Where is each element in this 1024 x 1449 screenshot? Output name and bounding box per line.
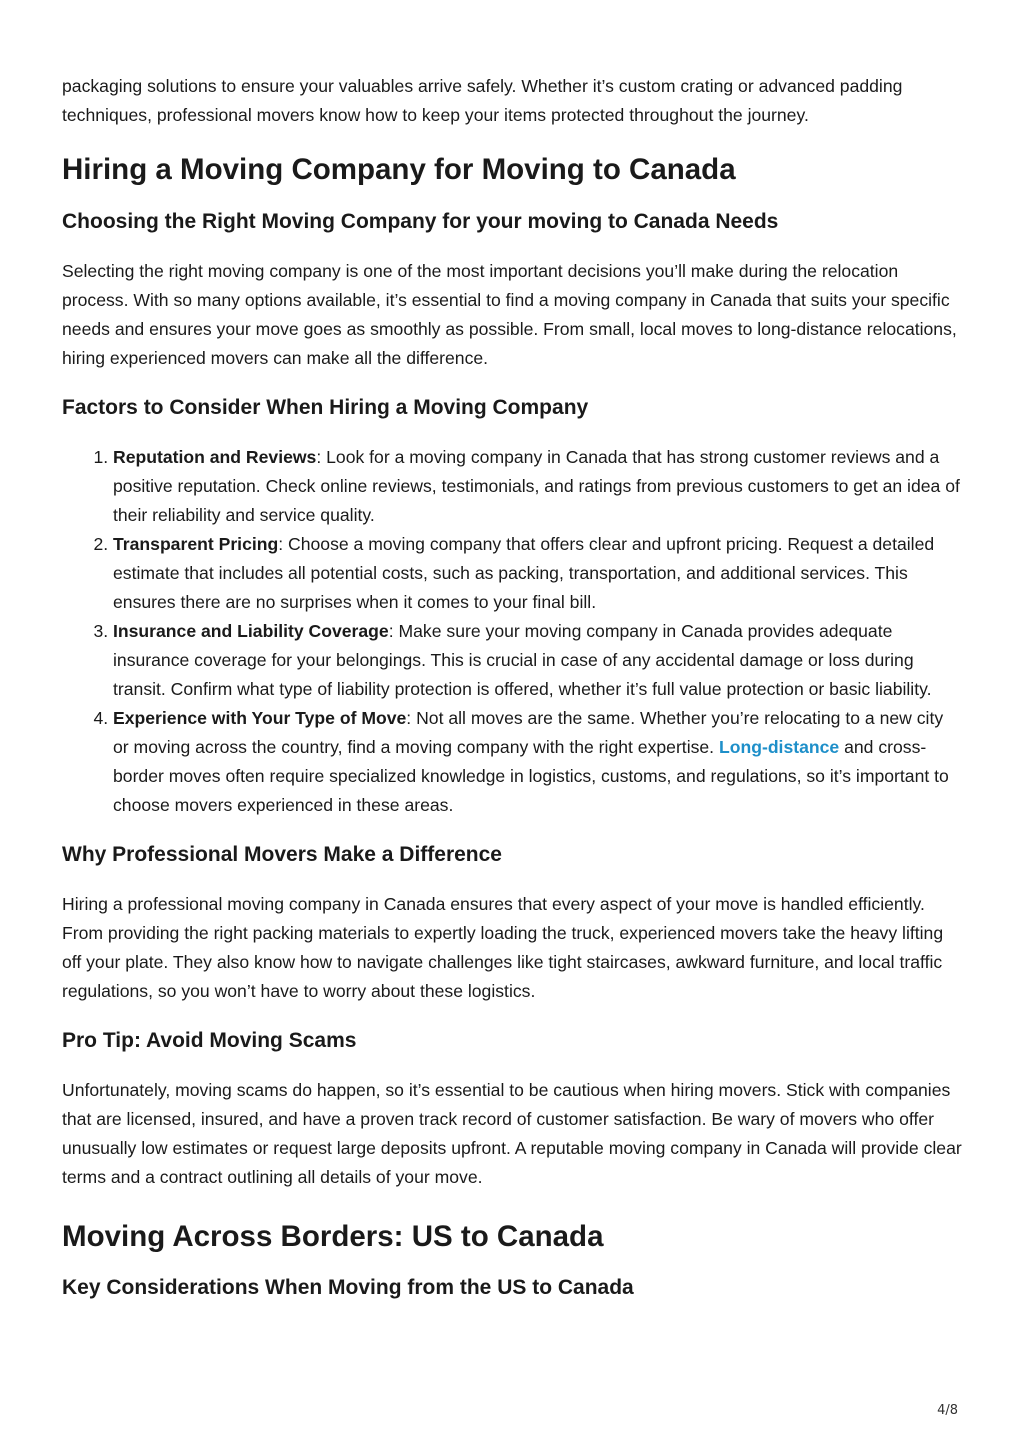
subheading-factors: Factors to Consider When Hiring a Moving Company <box>62 396 589 419</box>
list-item-text: : Not all moves are the same. Whether you’re relocating to a new city or moving across the country, find a moving company with the right expertise. <box>113 708 944 757</box>
list-item-title: Insurance and Liability Coverage <box>113 621 389 641</box>
intro-paragraph: packaging solutions to ensure your valuables arrive safely. Whether it’s custom crating or advanced padding techniques, professional movers know how to keep your items protected throughout the journey. <box>62 76 903 125</box>
list-item-text: : Look for a moving company in Canada that has strong customer reviews and a positive reputation. Check online reviews, testimonials, and ratings from previous customers to get an idea of their reliability and service quality. <box>113 447 960 525</box>
page-number: 4/8 <box>937 1403 958 1418</box>
list-item <box>113 443 962 530</box>
list-item <box>113 530 962 617</box>
list-item <box>113 617 962 704</box>
paragraph-why: Hiring a professional moving company in Canada ensures that every aspect of your move is handled efficiently. From providing the right packing materials to expertly loading the truck, experienced movers take the heavy lifting off your plate. They also know how to navigate challenges like tight staircases, awkward furniture, and local traffic regulations, so you won’t have to worry about these logistics. <box>62 894 944 1001</box>
document-page <box>62 70 962 1303</box>
list-item-text: : Choose a moving company that offers clear and upfront pricing. Request a detailed estimate that includes all potential costs, such as packing, transportation, and additional services. This ensures there are no surprises when it comes to your final bill. <box>113 534 935 612</box>
list-item-title: Reputation and Reviews <box>113 447 317 467</box>
factors-list <box>62 443 962 820</box>
section-heading-borders: Moving Across Borders: US to Canada <box>62 1220 604 1253</box>
section-heading-hiring: Hiring a Moving Company for Moving to Canada <box>62 153 736 186</box>
list-item-text: : Make sure your moving company in Canada provides adequate insurance coverage for your belongings. This is crucial in case of any accidental damage or loss during transit. Confirm what type of liability protection is offered, whether it’s full value protection or basic liability. <box>113 621 932 699</box>
list-item-title: Experience with Your Type of Move <box>113 708 407 728</box>
subheading-choosing: Choosing the Right Moving Company for your moving to Canada Needs <box>62 210 779 233</box>
paragraph-protip: Unfortunately, moving scams do happen, so it’s essential to be cautious when hiring movers. Stick with companies that are licensed, insured, and have a proven track record of customer satisfaction. Be wary of movers who offer unusually low estimates or request large deposits upfront. A reputable moving company in Canada will provide clear terms and a contract outlining all details of your move. <box>62 1080 962 1187</box>
subheading-protip: Pro Tip: Avoid Moving Scams <box>62 1029 357 1052</box>
list-item-text-after: and cross-border moves often require specialized knowledge in logistics, customs, and regulations, so it’s important to choose movers experienced in these areas. <box>113 737 949 815</box>
paragraph-choosing: Selecting the right moving company is one of the most important decisions you’ll make during the relocation process. With so many options available, it’s essential to find a moving company in Canada that suits your specific needs and ensures your move goes as smoothly as possible. From small, local moves to long-distance relocations, hiring experienced movers can make all the difference. <box>62 261 957 368</box>
list-item <box>113 704 962 820</box>
subheading-key-considerations: Key Considerations When Moving from the US to Canada <box>62 1276 634 1299</box>
long-distance-link[interactable]: Long-distance <box>718 737 840 757</box>
list-item-title: Transparent Pricing <box>113 534 279 554</box>
subheading-why: Why Professional Movers Make a Difference <box>62 843 502 866</box>
